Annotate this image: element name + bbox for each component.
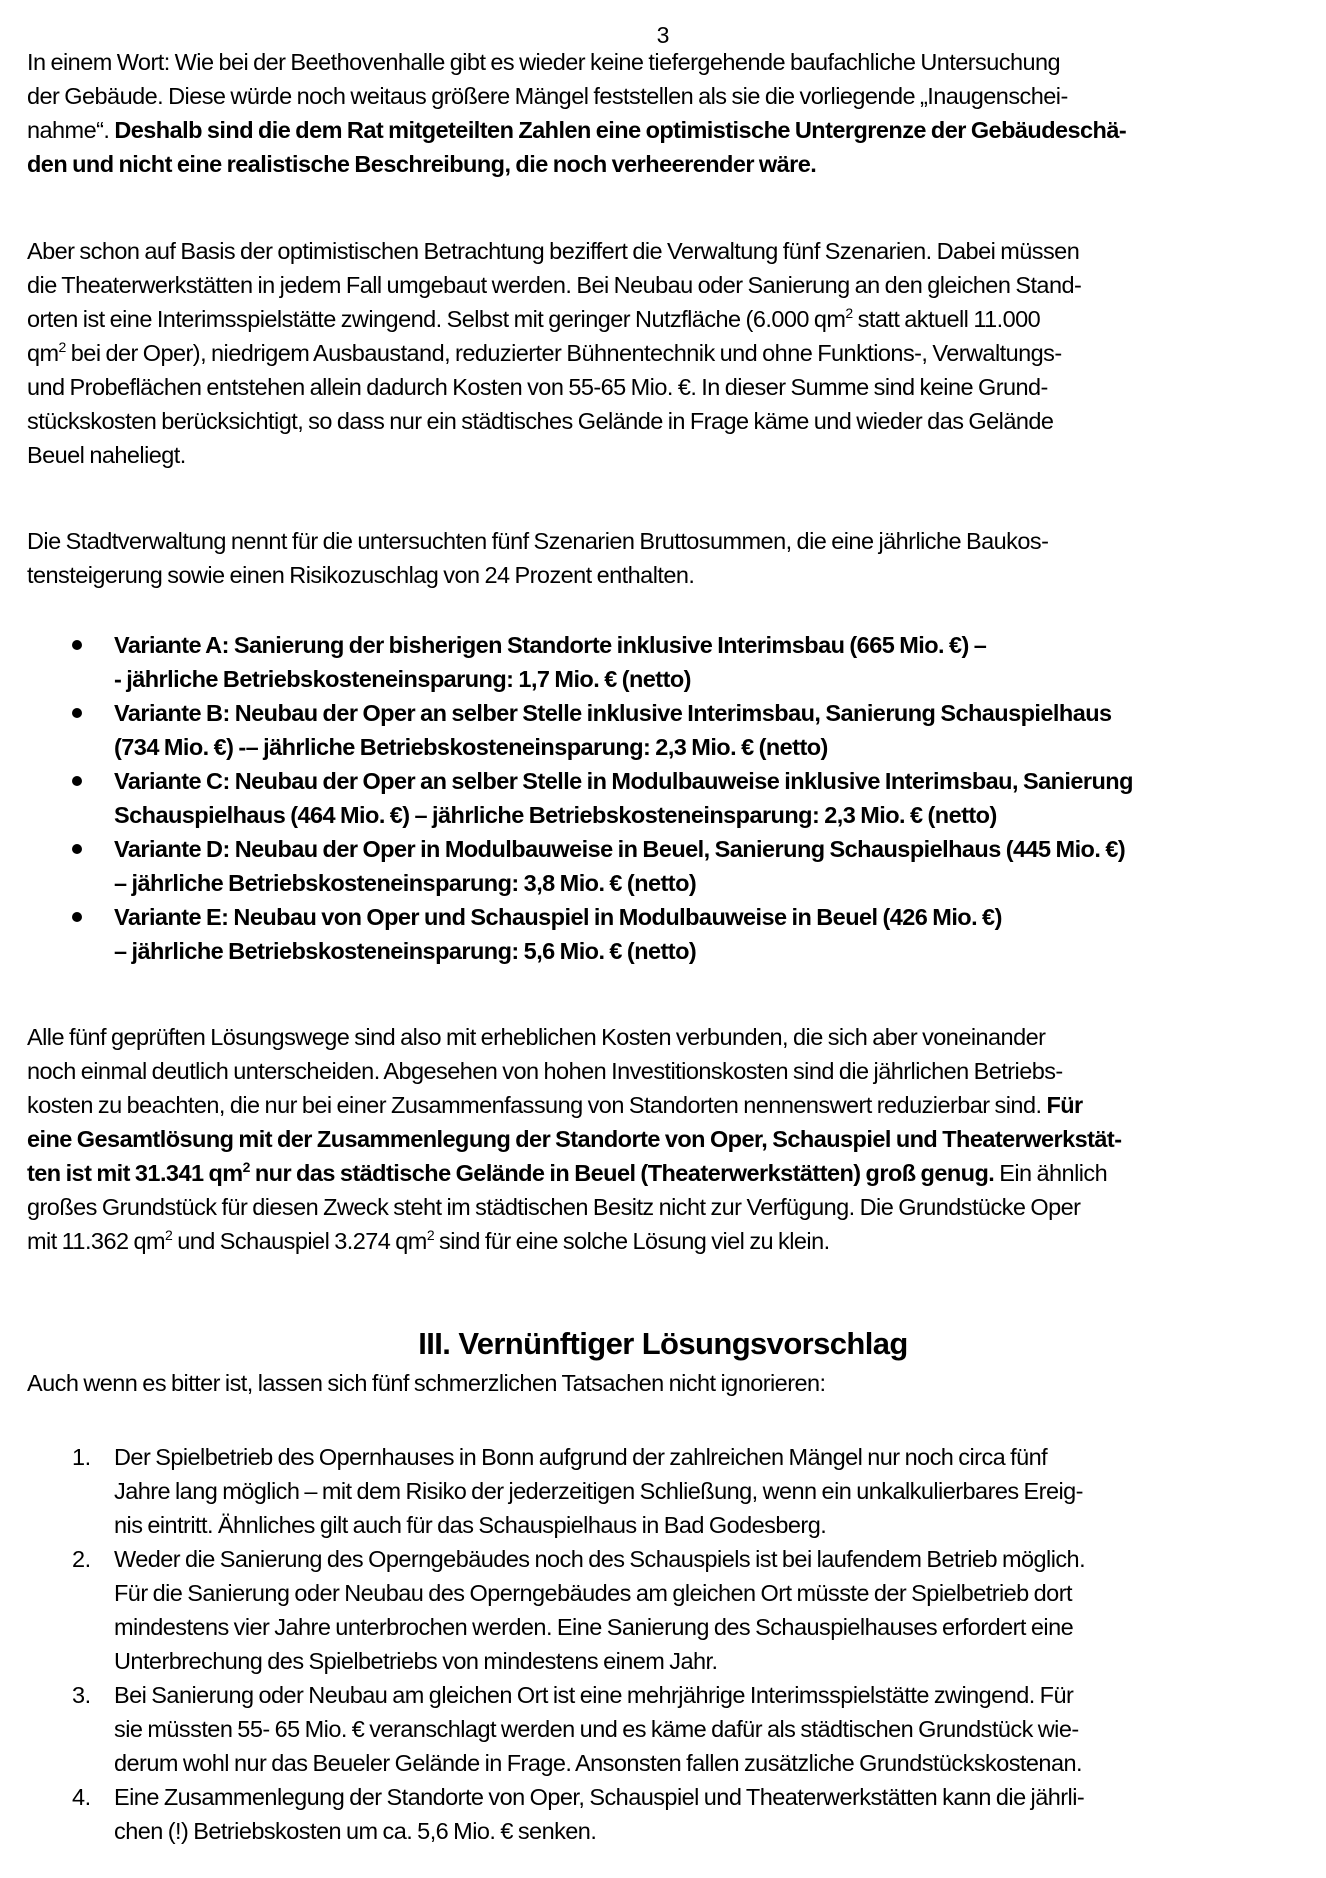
bold-text-line: Variante C: Neubau der Oper an selber Stelle in Modulbauweise inklusive Interimsbau, Sanierung xyxy=(114,768,1133,794)
text-line: nis eintritt. Ähnliches gilt auch für das Schauspielhaus in Bad Godesberg. xyxy=(114,1512,827,1538)
bold-text-line: (734 Mio. €) -– jährliche Betriebskosteneinsparung: 2,3 Mio. € (netto) xyxy=(114,734,828,760)
list-number: 4. xyxy=(72,1784,91,1810)
text-line: Der Spielbetrieb des Opernhauses in Bonn aufgrund der zahlreichen Mängel nur noch circa fünf xyxy=(114,1444,1048,1470)
text-span: bei der Oper), niedrigem Ausbaustand, reduzierter Bühnentechnik und ohne Funktions-, Verwaltungs- xyxy=(65,340,1062,366)
text-line: Bei Sanierung oder Neubau am gleichen Ort ist eine mehrjährige Interimsspielstätte zwingend. Für xyxy=(114,1682,1074,1708)
bold-text-line: Variante A: Sanierung der bisherigen Standorte inklusive Interimsbau (665 Mio. €) – xyxy=(114,632,987,658)
bold-text-line: - jährliche Betriebskosteneinsparung: 1,7 Mio. € (netto) xyxy=(114,666,691,692)
text-line: Unterbrechung des Spielbetriebs von mindestens einem Jahr. xyxy=(114,1648,718,1674)
text-line xyxy=(27,336,1062,370)
bold-text-line: den und nicht eine realistische Beschreibung, die noch verheerender wäre. xyxy=(27,151,817,177)
text-line: Für die Sanierung oder Neubau des Operngebäudes am gleichen Ort müsste der Spielbetrieb dort xyxy=(114,1580,1072,1606)
superscript: 2 xyxy=(58,339,66,355)
text-line xyxy=(27,1088,1083,1122)
text-line: und Probeflächen entstehen allein dadurch Kosten von 55-65 Mio. €. In dieser Summe sind keine Grund- xyxy=(27,374,1048,400)
superscript: 2 xyxy=(426,1227,435,1243)
text-line: derum wohl nur das Beueler Gelände in Frage. Ansonsten fallen zusätzliche Grundstückskostenan. xyxy=(114,1750,1082,1776)
list-number: 3. xyxy=(72,1682,91,1708)
text-line: sie müssten 55- 65 Mio. € veranschlagt werden und es käme dafür als städtischen Grundstück wie- xyxy=(114,1716,1079,1742)
superscript: 2 xyxy=(845,305,853,321)
text-span: nahme“. xyxy=(27,117,115,143)
text-line xyxy=(27,1156,1107,1190)
list-number: 2. xyxy=(72,1546,91,1572)
text-span: qm xyxy=(27,340,59,366)
text-line: mindestens vier Jahre unterbrochen werden. Eine Sanierung des Schauspielhauses erfordert eine xyxy=(114,1614,1074,1640)
superscript: 2 xyxy=(165,1227,173,1243)
text-span: statt aktuell 11.000 xyxy=(852,306,1041,332)
list-number: 1. xyxy=(72,1444,91,1470)
section-intro: Auch wenn es bitter ist, lassen sich fünf schmerzlichen Tatsachen nicht ignorieren: xyxy=(27,1370,826,1396)
text-line: Eine Zusammenlegung der Standorte von Oper, Schauspiel und Theaterwerkstätten kann die jährli- xyxy=(114,1784,1085,1810)
text-line: noch einmal deutlich unterscheiden. Abgesehen von hohen Investitionskosten sind die jährlichen Betriebs- xyxy=(27,1058,1063,1084)
bullet-icon xyxy=(72,708,82,718)
text-span: sind für eine solche Lösung viel zu klein. xyxy=(434,1228,830,1254)
bold-text-line: Variante B: Neubau der Oper an selber Stelle inklusive Interimsbau, Sanierung Schauspielhaus xyxy=(114,700,1112,726)
text-line xyxy=(27,302,1040,336)
bullet-icon xyxy=(72,912,82,922)
text-span: orten ist eine Interimsspielstätte zwingend. Selbst mit geringer Nutzfläche (6.000 qm xyxy=(27,306,846,332)
bold-text: nur das städtische Gelände in Beuel (Theaterwerkstätten) groß genug. xyxy=(249,1160,995,1186)
bold-text: Deshalb sind die dem Rat mitgeteilten Zahlen eine optimistische Untergrenze der Gebäudeschä- xyxy=(114,117,1127,143)
text-line: Die Stadtverwaltung nennt für die untersuchten fünf Szenarien Bruttosummen, die eine jährliche Baukos- xyxy=(27,528,1049,554)
text-line: die Theaterwerkstätten in jedem Fall umgebaut werden. Bei Neubau oder Sanierung an den gleichen Stand- xyxy=(27,272,1082,298)
text-line: der Gebäude. Diese würde noch weitaus größere Mängel feststellen als sie die vorliegende „Inaugenschei- xyxy=(27,83,1068,109)
bold-text-line: – jährliche Betriebskosteneinsparung: 5,6 Mio. € (netto) xyxy=(114,938,697,964)
text-span: kosten zu beachten, die nur bei einer Zusammenfassung von Standorten nennenswert reduzierbar sind. xyxy=(27,1092,1047,1118)
superscript: 2 xyxy=(242,1159,250,1175)
text-line: Weder die Sanierung des Operngebäudes noch des Schauspiels ist bei laufendem Betrieb möglich. xyxy=(114,1546,1086,1572)
text-line xyxy=(27,113,1126,147)
bold-text-line: Variante D: Neubau der Oper in Modulbauweise in Beuel, Sanierung Schauspielhaus (445 Mio. €) xyxy=(114,836,1126,862)
bullet-icon xyxy=(72,640,82,650)
text-span: und Schauspiel 3.274 qm xyxy=(172,1228,427,1254)
text-span: mit 11.362 qm xyxy=(27,1228,166,1254)
bullet-icon xyxy=(72,776,82,786)
text-line xyxy=(27,1224,830,1258)
bold-text-line: Variante E: Neubau von Oper und Schauspiel in Modulbauweise in Beuel (426 Mio. €) xyxy=(114,904,1002,930)
text-line: großes Grundstück für diesen Zweck steht im städtischen Besitz nicht zur Verfügung. Die Grundstücke Oper xyxy=(27,1194,1081,1220)
bold-text: ten ist mit 31.341 qm xyxy=(27,1160,243,1186)
page-number: 3 xyxy=(656,22,670,48)
text-line: In einem Wort: Wie bei der Beethovenhalle gibt es wieder keine tiefergehende baufachliche Untersuchung xyxy=(27,49,1061,75)
text-line: chen (!) Betriebskosten um ca. 5,6 Mio. € senken. xyxy=(114,1818,597,1844)
text-line: Alle fünf geprüften Lösungswege sind also mit erheblichen Kosten verbunden, die sich aber voneinander xyxy=(27,1024,1046,1050)
text-span: Ein ähnlich xyxy=(994,1160,1108,1186)
text-line: Beuel naheliegt. xyxy=(27,442,186,468)
bullet-icon xyxy=(72,844,82,854)
bold-text-line: – jährliche Betriebskosteneinsparung: 3,8 Mio. € (netto) xyxy=(114,870,697,896)
text-line: Aber schon auf Basis der optimistischen Betrachtung beziffert die Verwaltung fünf Szenarien. Dabei müssen xyxy=(27,238,1080,264)
bold-text-line: Schauspielhaus (464 Mio. €) – jährliche Betriebskosteneinsparung: 2,3 Mio. € (netto) xyxy=(114,802,997,828)
text-line: Jahre lang möglich – mit dem Risiko der jederzeitigen Schließung, wenn ein unkalkulierbares Ereig- xyxy=(114,1478,1083,1504)
bold-text: Für xyxy=(1046,1092,1083,1118)
text-line: tensteigerung sowie einen Risikozuschlag von 24 Prozent enthalten. xyxy=(27,562,695,588)
section-heading: III. Vernünftiger Lösungsvorschlag xyxy=(418,1326,908,1361)
text-line: stückskosten berücksichtigt, so dass nur ein städtisches Gelände in Frage käme und wieder das Gelände xyxy=(27,408,1054,434)
bold-text-line: eine Gesamtlösung mit der Zusammenlegung der Standorte von Oper, Schauspiel und Theaterwerkstät- xyxy=(27,1126,1122,1152)
